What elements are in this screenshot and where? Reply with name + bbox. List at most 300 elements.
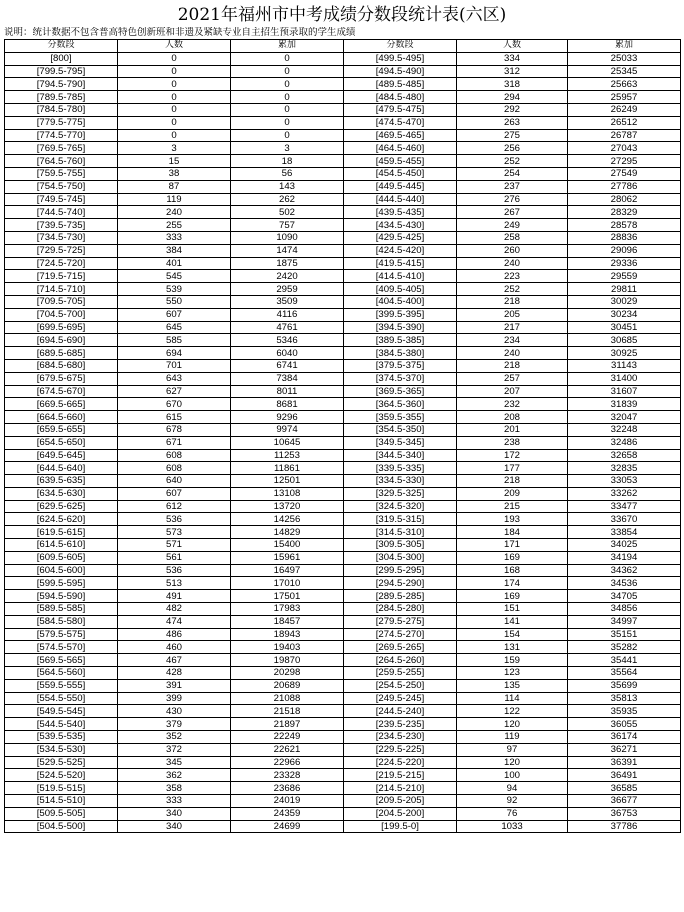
count-cell: 249: [457, 219, 568, 232]
count-cell: 640: [118, 475, 231, 488]
cumulative-cell: 14829: [231, 526, 344, 539]
score-range-cell: [559.5-555]: [5, 679, 118, 692]
score-range-cell: [784.5-780]: [5, 103, 118, 116]
cumulative-cell: 22966: [231, 756, 344, 769]
score-range-cell: [769.5-765]: [5, 142, 118, 155]
count-cell: 0: [118, 65, 231, 78]
cumulative-cell: 33854: [568, 526, 681, 539]
score-range-cell: [389.5-385]: [344, 334, 457, 347]
count-cell: 292: [457, 103, 568, 116]
cumulative-cell: 13720: [231, 500, 344, 513]
count-cell: 585: [118, 334, 231, 347]
cumulative-cell: 12501: [231, 475, 344, 488]
cumulative-cell: 35813: [568, 692, 681, 705]
count-cell: 671: [118, 436, 231, 449]
score-range-cell: [339.5-335]: [344, 462, 457, 475]
cumulative-cell: 3: [231, 142, 344, 155]
score-range-cell: [199.5-0]: [344, 820, 457, 833]
count-cell: 615: [118, 411, 231, 424]
score-range-cell: [424.5-420]: [344, 244, 457, 257]
table-header: [5, 40, 681, 53]
cumulative-cell: 757: [231, 219, 344, 232]
cumulative-cell: 34536: [568, 577, 681, 590]
score-range-cell: [669.5-665]: [5, 398, 118, 411]
count-cell: 207: [457, 385, 568, 398]
cumulative-cell: 0: [231, 116, 344, 129]
count-cell: 362: [118, 769, 231, 782]
score-range-cell: [409.5-405]: [344, 283, 457, 296]
cumulative-cell: 34362: [568, 564, 681, 577]
cumulative-cell: 4116: [231, 308, 344, 321]
cumulative-cell: 27549: [568, 167, 681, 180]
header-score-range-right: 分数段: [344, 40, 457, 53]
score-range-cell: [364.5-360]: [344, 398, 457, 411]
count-cell: 340: [118, 820, 231, 833]
table-row: [5, 731, 681, 744]
count-cell: 399: [118, 692, 231, 705]
score-range-cell: [539.5-535]: [5, 731, 118, 744]
count-cell: 612: [118, 500, 231, 513]
table-row: [5, 462, 681, 475]
count-cell: 294: [457, 91, 568, 104]
cumulative-cell: 29096: [568, 244, 681, 257]
cumulative-cell: 21897: [231, 718, 344, 731]
score-range-cell: [689.5-685]: [5, 347, 118, 360]
cumulative-cell: 34025: [568, 539, 681, 552]
score-range-cell: [599.5-595]: [5, 577, 118, 590]
count-cell: 352: [118, 731, 231, 744]
score-range-cell: [734.5-730]: [5, 231, 118, 244]
score-range-cell: [704.5-700]: [5, 308, 118, 321]
score-range-cell: [509.5-505]: [5, 807, 118, 820]
cumulative-cell: 25957: [568, 91, 681, 104]
score-range-cell: [484.5-480]: [344, 91, 457, 104]
count-cell: 240: [457, 347, 568, 360]
cumulative-cell: 18943: [231, 628, 344, 641]
table-row: [5, 398, 681, 411]
table-body: [5, 52, 681, 833]
count-cell: 172: [457, 449, 568, 462]
cumulative-cell: 29811: [568, 283, 681, 296]
table-row: [5, 500, 681, 513]
count-cell: 94: [457, 782, 568, 795]
score-table: [4, 39, 681, 833]
score-range-cell: [534.5-530]: [5, 743, 118, 756]
cumulative-cell: 33670: [568, 513, 681, 526]
cumulative-cell: 14256: [231, 513, 344, 526]
cumulative-cell: 24699: [231, 820, 344, 833]
count-cell: 135: [457, 679, 568, 692]
count-cell: 171: [457, 539, 568, 552]
count-cell: 218: [457, 359, 568, 372]
score-range-cell: [499.5-495]: [344, 52, 457, 65]
count-cell: 260: [457, 244, 568, 257]
count-cell: 460: [118, 641, 231, 654]
score-range-cell: [234.5-230]: [344, 731, 457, 744]
table-row: [5, 820, 681, 833]
table-row: [5, 539, 681, 552]
cumulative-cell: 31400: [568, 372, 681, 385]
table-row: [5, 423, 681, 436]
count-cell: 536: [118, 564, 231, 577]
cumulative-cell: 1474: [231, 244, 344, 257]
cumulative-cell: 25345: [568, 65, 681, 78]
header-cumulative-right: 累加: [568, 40, 681, 53]
count-cell: 232: [457, 398, 568, 411]
count-cell: 174: [457, 577, 568, 590]
score-range-cell: [744.5-740]: [5, 206, 118, 219]
score-range-cell: [454.5-450]: [344, 167, 457, 180]
count-cell: 334: [457, 52, 568, 65]
score-range-cell: [479.5-475]: [344, 103, 457, 116]
table-row: [5, 321, 681, 334]
count-cell: 358: [118, 782, 231, 795]
table-row: [5, 142, 681, 155]
cumulative-cell: 262: [231, 193, 344, 206]
table-row: [5, 487, 681, 500]
cumulative-cell: 35699: [568, 679, 681, 692]
score-range-cell: [434.5-430]: [344, 219, 457, 232]
table-row: [5, 385, 681, 398]
cumulative-cell: 19403: [231, 641, 344, 654]
count-cell: 76: [457, 807, 568, 820]
table-row: [5, 103, 681, 116]
score-range-cell: [259.5-255]: [344, 667, 457, 680]
cumulative-cell: 34705: [568, 590, 681, 603]
score-range-cell: [294.5-290]: [344, 577, 457, 590]
score-range-cell: [274.5-270]: [344, 628, 457, 641]
count-cell: 208: [457, 411, 568, 424]
cumulative-cell: 19870: [231, 654, 344, 667]
cumulative-cell: 17501: [231, 590, 344, 603]
count-cell: 87: [118, 180, 231, 193]
cumulative-cell: 502: [231, 206, 344, 219]
cumulative-cell: 6040: [231, 347, 344, 360]
table-row: [5, 295, 681, 308]
cumulative-cell: 15400: [231, 539, 344, 552]
count-cell: 205: [457, 308, 568, 321]
score-range-cell: [619.5-615]: [5, 526, 118, 539]
score-range-cell: [324.5-320]: [344, 500, 457, 513]
count-cell: 120: [457, 718, 568, 731]
table-row: [5, 116, 681, 129]
header-score-range-left: 分数段: [5, 40, 118, 53]
cumulative-cell: 3509: [231, 295, 344, 308]
cumulative-cell: 9296: [231, 411, 344, 424]
cumulative-cell: 33262: [568, 487, 681, 500]
count-cell: 168: [457, 564, 568, 577]
count-cell: 312: [457, 65, 568, 78]
count-cell: 131: [457, 641, 568, 654]
score-range-cell: [314.5-310]: [344, 526, 457, 539]
score-range-cell: [329.5-325]: [344, 487, 457, 500]
cumulative-cell: 143: [231, 180, 344, 193]
table-row: [5, 129, 681, 142]
score-range-cell: [684.5-680]: [5, 359, 118, 372]
count-cell: 177: [457, 462, 568, 475]
score-range-cell: [604.5-600]: [5, 564, 118, 577]
count-cell: 0: [118, 129, 231, 142]
score-range-cell: [309.5-305]: [344, 539, 457, 552]
table-row: [5, 628, 681, 641]
table-row: [5, 641, 681, 654]
score-range-cell: [764.5-760]: [5, 155, 118, 168]
cumulative-cell: 11861: [231, 462, 344, 475]
count-cell: 491: [118, 590, 231, 603]
cumulative-cell: 23686: [231, 782, 344, 795]
score-range-cell: [429.5-425]: [344, 231, 457, 244]
cumulative-cell: 35935: [568, 705, 681, 718]
count-cell: 169: [457, 551, 568, 564]
table-row: [5, 577, 681, 590]
table-row: [5, 795, 681, 808]
count-cell: 333: [118, 795, 231, 808]
count-cell: 678: [118, 423, 231, 436]
score-range-cell: [634.5-630]: [5, 487, 118, 500]
table-row: [5, 756, 681, 769]
count-cell: 275: [457, 129, 568, 142]
cumulative-cell: 2959: [231, 283, 344, 296]
score-range-cell: [464.5-460]: [344, 142, 457, 155]
score-range-cell: [564.5-560]: [5, 667, 118, 680]
score-range-cell: [334.5-330]: [344, 475, 457, 488]
count-cell: 384: [118, 244, 231, 257]
count-cell: 151: [457, 603, 568, 616]
score-range-cell: [679.5-675]: [5, 372, 118, 385]
count-cell: 486: [118, 628, 231, 641]
score-range-cell: [524.5-520]: [5, 769, 118, 782]
cumulative-cell: 8681: [231, 398, 344, 411]
cumulative-cell: 36491: [568, 769, 681, 782]
score-range-cell: [694.5-690]: [5, 334, 118, 347]
count-cell: 234: [457, 334, 568, 347]
score-range-cell: [624.5-620]: [5, 513, 118, 526]
score-range-cell: [724.5-720]: [5, 257, 118, 270]
score-range-cell: [569.5-565]: [5, 654, 118, 667]
count-cell: 318: [457, 78, 568, 91]
score-range-cell: [714.5-710]: [5, 283, 118, 296]
cumulative-cell: 27295: [568, 155, 681, 168]
cumulative-cell: 4761: [231, 321, 344, 334]
count-cell: 217: [457, 321, 568, 334]
header-count-right: 人数: [457, 40, 568, 53]
cumulative-cell: 18457: [231, 615, 344, 628]
score-range-cell: [554.5-550]: [5, 692, 118, 705]
table-row: [5, 334, 681, 347]
count-cell: 252: [457, 155, 568, 168]
table-row: [5, 257, 681, 270]
table-row: [5, 78, 681, 91]
count-cell: 571: [118, 539, 231, 552]
cumulative-cell: 36753: [568, 807, 681, 820]
count-cell: 0: [118, 91, 231, 104]
score-range-cell: [719.5-715]: [5, 270, 118, 283]
count-cell: 276: [457, 193, 568, 206]
score-range-cell: [299.5-295]: [344, 564, 457, 577]
cumulative-cell: 28836: [568, 231, 681, 244]
table-row: [5, 449, 681, 462]
cumulative-cell: 28062: [568, 193, 681, 206]
count-cell: 607: [118, 487, 231, 500]
score-range-cell: [379.5-375]: [344, 359, 457, 372]
score-range-cell: [244.5-240]: [344, 705, 457, 718]
table-row: [5, 91, 681, 104]
count-cell: 345: [118, 756, 231, 769]
table-row: [5, 603, 681, 616]
cumulative-cell: 11253: [231, 449, 344, 462]
count-cell: 539: [118, 283, 231, 296]
table-row: [5, 244, 681, 257]
cumulative-cell: 25033: [568, 52, 681, 65]
cumulative-cell: 0: [231, 65, 344, 78]
cumulative-cell: 35282: [568, 641, 681, 654]
score-range-cell: [549.5-545]: [5, 705, 118, 718]
cumulative-cell: 28329: [568, 206, 681, 219]
score-range-cell: [489.5-485]: [344, 78, 457, 91]
count-cell: 159: [457, 654, 568, 667]
table-row: [5, 372, 681, 385]
cumulative-cell: 36677: [568, 795, 681, 808]
count-cell: 333: [118, 231, 231, 244]
score-range-cell: [439.5-435]: [344, 206, 457, 219]
score-range-cell: [514.5-510]: [5, 795, 118, 808]
score-range-cell: [794.5-790]: [5, 78, 118, 91]
cumulative-cell: 27043: [568, 142, 681, 155]
count-cell: 119: [118, 193, 231, 206]
count-cell: 169: [457, 590, 568, 603]
score-range-cell: [404.5-400]: [344, 295, 457, 308]
cumulative-cell: 26787: [568, 129, 681, 142]
header-count-left: 人数: [118, 40, 231, 53]
count-cell: 141: [457, 615, 568, 628]
table-row: [5, 155, 681, 168]
header-cumulative-left: 累加: [231, 40, 344, 53]
cumulative-cell: 0: [231, 52, 344, 65]
score-range-cell: [349.5-345]: [344, 436, 457, 449]
header-row: [5, 40, 681, 53]
cumulative-cell: 36271: [568, 743, 681, 756]
cumulative-cell: 0: [231, 78, 344, 91]
table-row: [5, 769, 681, 782]
cumulative-cell: 32658: [568, 449, 681, 462]
score-range-cell: [654.5-650]: [5, 436, 118, 449]
count-cell: 120: [457, 756, 568, 769]
table-row: [5, 679, 681, 692]
score-range-cell: [729.5-725]: [5, 244, 118, 257]
table-row: [5, 667, 681, 680]
table-row: [5, 475, 681, 488]
cumulative-cell: 35564: [568, 667, 681, 680]
score-range-cell: [264.5-260]: [344, 654, 457, 667]
cumulative-cell: 10645: [231, 436, 344, 449]
count-cell: 254: [457, 167, 568, 180]
table-row: [5, 206, 681, 219]
cumulative-cell: 32047: [568, 411, 681, 424]
cumulative-cell: 36174: [568, 731, 681, 744]
score-range-cell: [589.5-585]: [5, 603, 118, 616]
table-row: [5, 411, 681, 424]
cumulative-cell: 56: [231, 167, 344, 180]
cumulative-cell: 30925: [568, 347, 681, 360]
table-row: [5, 590, 681, 603]
count-cell: 1033: [457, 820, 568, 833]
score-range-cell: [394.5-390]: [344, 321, 457, 334]
score-range-cell: [374.5-370]: [344, 372, 457, 385]
cumulative-cell: 0: [231, 103, 344, 116]
table-row: [5, 692, 681, 705]
cumulative-cell: 2420: [231, 270, 344, 283]
cumulative-cell: 31839: [568, 398, 681, 411]
cumulative-cell: 17010: [231, 577, 344, 590]
count-cell: 240: [457, 257, 568, 270]
score-range-cell: [494.5-490]: [344, 65, 457, 78]
score-range-cell: [659.5-655]: [5, 423, 118, 436]
count-cell: 536: [118, 513, 231, 526]
cumulative-cell: 26249: [568, 103, 681, 116]
score-range-cell: [269.5-265]: [344, 641, 457, 654]
score-range-cell: [609.5-605]: [5, 551, 118, 564]
table-row: [5, 564, 681, 577]
cumulative-cell: 35441: [568, 654, 681, 667]
count-cell: 38: [118, 167, 231, 180]
cumulative-cell: 28578: [568, 219, 681, 232]
score-range-cell: [319.5-315]: [344, 513, 457, 526]
score-range-cell: [519.5-515]: [5, 782, 118, 795]
cumulative-cell: 0: [231, 129, 344, 142]
score-range-cell: [249.5-245]: [344, 692, 457, 705]
cumulative-cell: 13108: [231, 487, 344, 500]
count-cell: 670: [118, 398, 231, 411]
count-cell: 267: [457, 206, 568, 219]
table-row: [5, 270, 681, 283]
score-range-cell: [284.5-280]: [344, 603, 457, 616]
cumulative-cell: 24359: [231, 807, 344, 820]
score-range-cell: [304.5-300]: [344, 551, 457, 564]
score-range-cell: [759.5-755]: [5, 167, 118, 180]
count-cell: 561: [118, 551, 231, 564]
count-cell: 545: [118, 270, 231, 283]
score-range-cell: [789.5-785]: [5, 91, 118, 104]
count-cell: 608: [118, 449, 231, 462]
count-cell: 0: [118, 103, 231, 116]
cumulative-cell: 30451: [568, 321, 681, 334]
score-range-cell: [344.5-340]: [344, 449, 457, 462]
cumulative-cell: 15961: [231, 551, 344, 564]
score-range-cell: [459.5-455]: [344, 155, 457, 168]
count-cell: 258: [457, 231, 568, 244]
cumulative-cell: 34194: [568, 551, 681, 564]
cumulative-cell: 30685: [568, 334, 681, 347]
cumulative-cell: 25663: [568, 78, 681, 91]
count-cell: 123: [457, 667, 568, 680]
count-cell: 97: [457, 743, 568, 756]
score-range-cell: [279.5-275]: [344, 615, 457, 628]
count-cell: 240: [118, 206, 231, 219]
count-cell: 122: [457, 705, 568, 718]
score-range-cell: [289.5-285]: [344, 590, 457, 603]
score-range-cell: [739.5-735]: [5, 219, 118, 232]
cumulative-cell: 18: [231, 155, 344, 168]
count-cell: 607: [118, 308, 231, 321]
cumulative-cell: 36585: [568, 782, 681, 795]
score-range-cell: [444.5-440]: [344, 193, 457, 206]
cumulative-cell: 32486: [568, 436, 681, 449]
cumulative-cell: 31143: [568, 359, 681, 372]
count-cell: 256: [457, 142, 568, 155]
score-range-cell: [614.5-610]: [5, 539, 118, 552]
count-cell: 430: [118, 705, 231, 718]
score-range-cell: [399.5-395]: [344, 308, 457, 321]
